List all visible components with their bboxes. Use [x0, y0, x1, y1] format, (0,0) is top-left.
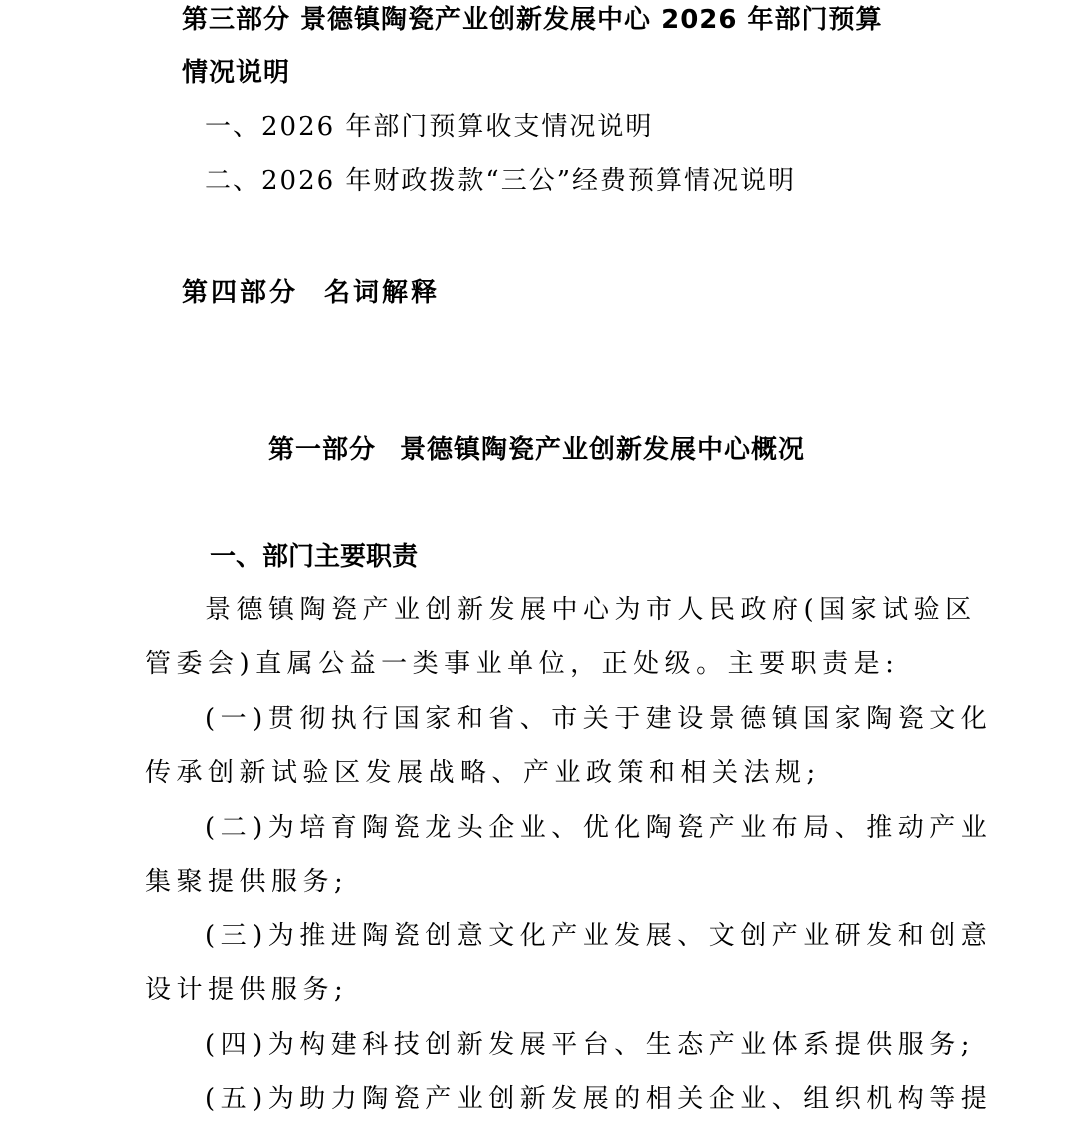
- duty-4-line1: (四)为构建科技创新发展平台、生态产业体系提供服务;: [205, 1030, 976, 1060]
- duty-2-line1: (二)为培育陶瓷龙头企业、优化陶瓷产业布局、推动产业: [205, 813, 993, 843]
- duty-3-line2: 设计提供服务;: [145, 975, 349, 1005]
- duty-1-line1: (一)贯彻执行国家和省、市关于建设景德镇国家陶瓷文化: [205, 704, 993, 734]
- paragraph-intro-line1: 景德镇陶瓷产业创新发展中心为市人民政府(国家试验区: [205, 595, 977, 625]
- part3-title-line1: 第三部分 景德镇陶瓷产业创新发展中心 2026 年部门预算: [182, 5, 883, 35]
- duty-3-line1: (三)为推进陶瓷创意文化产业发展、文创产业研发和创意: [205, 921, 993, 951]
- duty-1-line2: 传承创新试验区发展战略、产业政策和相关法规;: [145, 758, 821, 788]
- section1-heading: 一、部门主要职责: [210, 542, 419, 572]
- part3-item-2: 二、2026 年财政拨款“三公”经费预算情况说明: [205, 166, 797, 196]
- paragraph-intro-line2: 管委会)直属公益一类事业单位，正处级。主要职责是:: [145, 649, 900, 679]
- part3-item-1: 一、2026 年部门预算收支情况说明: [205, 112, 654, 142]
- part1-title: 第一部分 景德镇陶瓷产业创新发展中心概况: [268, 435, 806, 465]
- part4-title: 第四部分 名词解释: [182, 278, 441, 308]
- duty-2-line2: 集聚提供服务;: [145, 867, 349, 897]
- part3-title-line2: 情况说明: [182, 58, 291, 88]
- duty-5-line1: (五)为助力陶瓷产业创新发展的相关企业、组织机构等提: [205, 1084, 993, 1114]
